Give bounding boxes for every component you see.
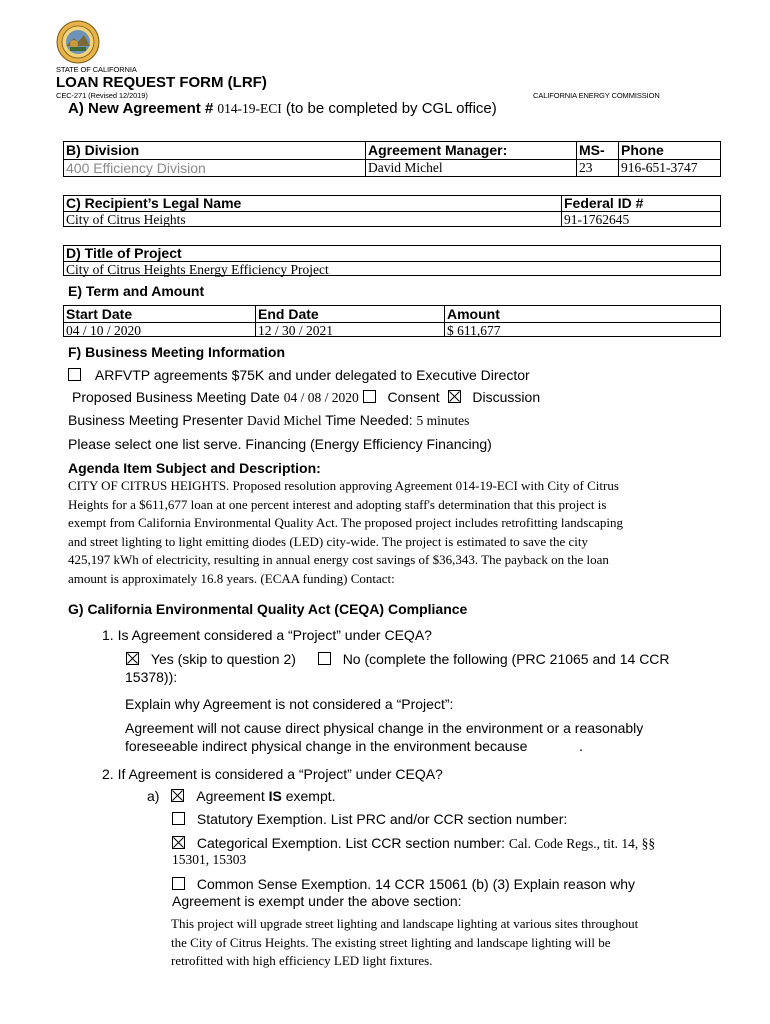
arfvtp-checkbox[interactable] <box>68 368 81 381</box>
q1-no-checkbox[interactable] <box>318 652 331 665</box>
recipient-table <box>63 195 721 227</box>
state-label: STATE OF CALIFORNIA <box>56 65 137 74</box>
division-label: B) Division <box>66 142 140 158</box>
new-agreement-line <box>68 100 497 118</box>
federal-id-field[interactable]: 91-1762645 <box>564 212 630 227</box>
federal-id-label: Federal ID # <box>564 195 644 211</box>
amount-label: Amount <box>447 306 500 322</box>
project-title-label: D) Title of Project <box>66 245 182 261</box>
presenter-label: Business Meeting Presenter <box>68 412 244 428</box>
explain-line-2-row <box>125 738 583 754</box>
recipient-label: C) Recipient’s Legal Name <box>66 195 242 211</box>
recipient-field[interactable]: City of Citrus Heights <box>66 212 186 227</box>
arfvtp-row <box>68 367 530 383</box>
division-field[interactable]: 400 Efficiency Division <box>66 160 206 176</box>
california-seal-logo <box>56 20 100 64</box>
proposed-date-label: Proposed Business Meeting Date <box>72 389 280 405</box>
amount-field[interactable]: $ 611,677 <box>447 323 501 338</box>
q1-yes-checkbox[interactable] <box>126 652 139 665</box>
checked-x-icon <box>173 837 184 848</box>
time-needed-field[interactable]: 5 minutes <box>416 413 470 428</box>
q1-no-label-cont: 15378)): <box>125 669 178 685</box>
common-sense-label-cont: Agreement is exempt under the above section: <box>172 893 462 909</box>
q1-no-label: No (complete the following (PRC 21065 and 14 CCR <box>342 651 670 667</box>
consent-label: Consent <box>387 389 440 405</box>
term-amount-label: E) Term and Amount <box>68 283 205 299</box>
reason-line: retrofitted with high efficiency LED light fixtures. <box>171 953 433 968</box>
ceqa-question-1: 1. Is Agreement considered a “Project” under CEQA? <box>102 627 432 643</box>
explain-period: . <box>579 738 584 754</box>
statutory-row <box>172 811 567 827</box>
agenda-label: Agenda Item Subject and Description: <box>68 460 321 476</box>
checked-x-icon <box>127 653 138 664</box>
agenda-line: exempt from California Environmental Quality Act. The proposed project includes retrofitting landscaping <box>68 515 624 530</box>
arfvtp-label: ARFVTP agreements $75K and under delegated to Executive Director <box>94 367 530 383</box>
agenda-line: Heights for a $611,677 loan at one percent interest and adopting staff's determination that this project is <box>68 496 607 512</box>
project-title-field[interactable]: City of Citrus Heights Energy Efficiency Project <box>66 262 329 277</box>
new-agreement-label: A) New Agreement # <box>68 100 214 117</box>
presenter-row <box>68 412 469 429</box>
end-date-label: End Date <box>258 306 319 322</box>
ms-label: MS- <box>579 142 605 158</box>
agency-name: CALIFORNIA ENERGY COMMISSION <box>533 91 660 100</box>
manager-label: Agreement Manager: <box>368 142 508 158</box>
manager-field[interactable]: David Michel <box>368 160 443 175</box>
consent-checkbox[interactable] <box>363 390 376 403</box>
statutory-checkbox[interactable] <box>172 812 185 825</box>
ceqa-question-2: 2. If Agreement is considered a “Project” under CEQA? <box>102 766 443 782</box>
categorical-checkbox[interactable] <box>172 836 185 849</box>
categorical-field[interactable]: Cal. Code Regs., tit. 14, §§ <box>508 836 656 851</box>
common-sense-checkbox[interactable] <box>172 877 185 890</box>
exemption-reason-field[interactable] <box>171 915 731 971</box>
explain-label: Explain why Agreement is not considered a “Project”: <box>125 696 454 712</box>
agenda-line: and street lighting to light emitting diodes (LED) city-wide. The project is estimated to save the city <box>68 533 588 549</box>
q1-yes-label: Yes (skip to question 2) <box>150 651 296 667</box>
term-table <box>63 305 721 337</box>
q2a-marker: a) <box>147 788 160 804</box>
common-sense-row <box>172 876 635 892</box>
q1-options-row <box>126 651 670 667</box>
explain-line-2: foreseeable indirect physical change in the environment because <box>125 738 528 754</box>
checked-x-icon <box>449 391 460 402</box>
time-needed-label: Time Needed: <box>325 412 413 428</box>
q2a-label-post: exempt. <box>281 788 336 804</box>
q2a-checkbox[interactable] <box>171 789 184 802</box>
checked-x-icon <box>172 790 183 801</box>
agreement-note: (to be completed by CGL office) <box>285 100 497 117</box>
division-table <box>63 141 721 177</box>
phone-label: Phone <box>621 142 664 158</box>
start-date-field[interactable]: 04 / 10 / 2020 <box>66 323 142 338</box>
q2a-row <box>147 788 336 804</box>
project-title-table <box>63 245 721 276</box>
agenda-line: amount is approximately 16.8 years. (ECAA funding) Contact: <box>68 570 395 586</box>
q2a-label-bold: IS <box>268 788 282 804</box>
categorical-label: Categorical Exemption. List CCR section number: <box>196 835 506 851</box>
discussion-checkbox[interactable] <box>448 390 461 403</box>
ms-field[interactable]: 23 <box>579 160 593 175</box>
ceqa-label: G) California Environmental Quality Act (CEQA) Compliance <box>68 601 468 617</box>
q2a-label-pre: Agreement <box>196 788 269 804</box>
explain-line-1: Agreement will not cause direct physical change in the environment or a reasonably <box>125 720 644 736</box>
start-date-label: Start Date <box>66 306 133 322</box>
form-title: LOAN REQUEST FORM (LRF) <box>56 74 267 91</box>
categorical-field-cont[interactable]: 15301, 15303 <box>172 852 247 867</box>
reason-line: the City of Citrus Heights. The existing street lighting and landscape lighting will be <box>171 934 611 950</box>
business-meeting-label: F) Business Meeting Information <box>68 344 286 360</box>
proposed-date-field[interactable]: 04 / 08 / 2020 <box>283 390 359 405</box>
presenter-field[interactable]: David Michel <box>246 413 322 428</box>
reason-line: This project will upgrade street lighting and landscape lighting at various sites throughout <box>171 916 639 931</box>
statutory-label: Statutory Exemption. List PRC and/or CCR section number: <box>196 811 568 827</box>
end-date-field[interactable]: 12 / 30 / 2021 <box>258 323 334 338</box>
categorical-row <box>172 835 655 852</box>
listserve-text[interactable]: Please select one list serve. Financing (Energy Efficiency Financing) <box>68 436 492 452</box>
common-sense-label: Common Sense Exemption. 14 CCR 15061 (b) (3) Explain reason why <box>196 876 635 892</box>
proposed-date-row <box>72 389 540 406</box>
agenda-description[interactable] <box>68 477 728 588</box>
discussion-label: Discussion <box>472 389 541 405</box>
form-code: CEC-271 (Revised 12/2019) <box>56 91 148 100</box>
agenda-line: CITY OF CITRUS HEIGHTS. Proposed resolution approving Agreement 014-19-ECI with City of Citrus <box>68 478 619 493</box>
agenda-line: 425,197 kWh of electricity, resulting in annual energy cost savings of $36,343. The payback on the loan <box>68 552 609 567</box>
phone-field[interactable]: 916-651-3747 <box>621 160 698 175</box>
agreement-number[interactable]: 014-19-ECI <box>217 101 282 116</box>
